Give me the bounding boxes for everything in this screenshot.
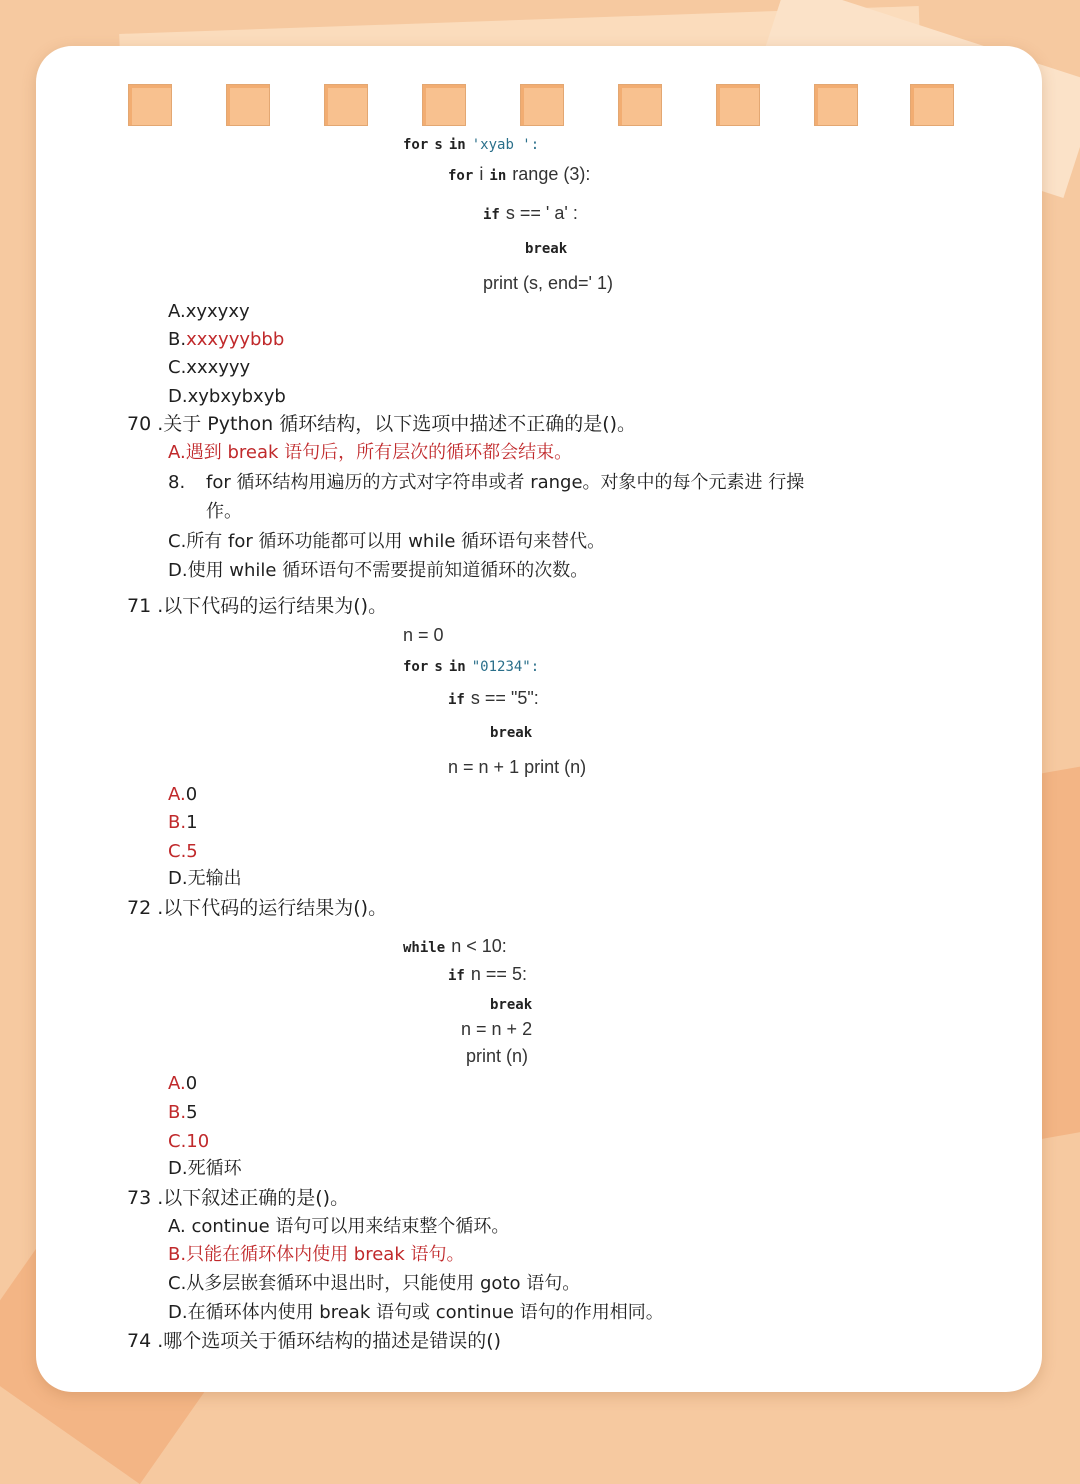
- keyword: for: [403, 137, 429, 153]
- option-letter: A.: [168, 1073, 186, 1094]
- q71-option-b: [168, 810, 198, 836]
- q72-code-line-4: [461, 1016, 532, 1042]
- q72-code-line-2: [448, 961, 527, 989]
- q71-code-line-2: [403, 652, 539, 680]
- binder-hole: [814, 84, 858, 126]
- code-text: n = n +: [461, 1019, 523, 1039]
- keyword: if: [448, 968, 465, 984]
- code-text: n <: [451, 936, 482, 956]
- binder-hole: [128, 84, 172, 126]
- q69-code-line-4: [525, 234, 567, 262]
- option-letter: A.: [168, 784, 186, 805]
- keyword: if: [483, 207, 500, 223]
- q70-option-d: D.使用 while 循环语句不需要提前知道循环的次数。: [168, 560, 589, 581]
- binder-hole: [226, 84, 270, 126]
- correct-answer-text: 5: [186, 841, 198, 862]
- q73-title: 73 .以下叙述正确的是()。: [127, 1187, 350, 1209]
- q74-title: 74 .哪个选项关于循环结构的描述是错误的(): [127, 1330, 502, 1352]
- q70-title: 70 .关于 Python 循环结构，以下选项中描述不正确的是()。: [127, 413, 637, 435]
- binder-hole: [910, 84, 954, 126]
- code-text: print (s, end=' 1): [483, 273, 613, 293]
- option-letter: C.: [168, 1131, 187, 1152]
- keyword: break: [490, 725, 533, 741]
- q71-code-line-3: [448, 685, 539, 713]
- correct-answer-text: 10: [186, 1131, 210, 1152]
- q72-code-line-3: [490, 990, 532, 1018]
- q70-option-c: C.所有 for 循环功能都可以用 while 循环语句来替代。: [168, 531, 606, 552]
- q69-option-a: A.xyxyxy: [168, 301, 250, 322]
- code-number: 1: [509, 757, 520, 777]
- binder-hole: [422, 84, 466, 126]
- q69-option-d: D.xybxybxyb: [168, 386, 286, 407]
- q71-title: 71 .以下代码的运行结果为()。: [127, 595, 388, 617]
- q73-option-d: D.在循环体内使用 break 语句或 continue 语句的作用相同。: [168, 1302, 664, 1323]
- binder-hole: [618, 84, 662, 126]
- q70-option-b-line1: for 循环结构用遍历的方式对字符串或者 range。对象中的每个元素进 行操: [206, 472, 805, 493]
- option-letter: B.: [168, 329, 187, 350]
- q70-option-b-num: 8.: [168, 472, 186, 493]
- code-text: range (3):: [512, 164, 591, 184]
- option-letter: B.: [168, 812, 187, 833]
- correct-answer-text: xxxyyybbb: [186, 329, 285, 350]
- code-number: 2: [522, 1019, 533, 1039]
- q71-option-a: [168, 782, 197, 808]
- q73-option-a: A. continue 语句可以用来结束整个循环。: [168, 1216, 510, 1237]
- q69-code-line-3: [483, 200, 578, 228]
- q71-code-line-1: [403, 622, 444, 648]
- q69-code-line-5: [483, 270, 613, 296]
- q72-option-b: [168, 1100, 198, 1126]
- option-text: 5: [186, 1102, 198, 1123]
- code-text: print (n): [519, 757, 587, 777]
- code-var: i: [479, 164, 484, 184]
- keyword: in: [448, 659, 466, 675]
- q71-code-line-5: [448, 754, 586, 780]
- binder-hole: [520, 84, 564, 126]
- code-string: "5":: [510, 688, 539, 708]
- code-number: 5:: [511, 964, 527, 984]
- q72-code-line-5: [466, 1043, 528, 1069]
- option-letter: C.: [168, 841, 187, 862]
- q69-option-c: C.xxxyyy: [168, 357, 251, 378]
- q69-code-line-1: [403, 130, 539, 158]
- binder-holes: [128, 84, 952, 128]
- option-text: 0: [185, 784, 198, 805]
- q71-option-d: D.无输出: [168, 868, 242, 889]
- option-text: 0: [185, 1073, 198, 1094]
- option-text: 1: [186, 812, 198, 833]
- code-text: print (n): [466, 1046, 529, 1066]
- code-number: 0: [433, 625, 444, 645]
- keyword: while: [403, 940, 446, 956]
- keyword: if: [448, 692, 465, 708]
- keyword: break: [490, 997, 533, 1013]
- code-text: n ==: [470, 964, 512, 984]
- q71-option-c: [168, 839, 198, 865]
- code-text: s ==: [470, 688, 511, 708]
- code-text: s == ' a' :: [505, 203, 578, 223]
- q72-option-d: D.死循环: [168, 1158, 242, 1179]
- code-string: 'xyab ':: [471, 137, 540, 153]
- q72-title: 72 .以下代码的运行结果为()。: [127, 897, 388, 919]
- q69-code-line-2: [448, 161, 590, 189]
- keyword: break: [525, 241, 568, 257]
- keyword: for: [448, 168, 474, 184]
- keyword: for: [403, 659, 429, 675]
- option-letter: B.: [168, 1102, 187, 1123]
- code-var: s: [434, 137, 443, 153]
- q72-option-a: [168, 1071, 197, 1097]
- code-text: n =: [403, 625, 434, 645]
- q72-option-c: [168, 1129, 209, 1155]
- code-var: s: [434, 659, 443, 675]
- q69-option-b: [168, 327, 284, 353]
- q73-option-c: C.从多层嵌套循环中退出时，只能使用 goto 语句。: [168, 1273, 581, 1294]
- q72-code-line-1: [403, 933, 507, 961]
- code-string: "01234":: [471, 659, 540, 675]
- binder-hole: [716, 84, 760, 126]
- binder-hole: [324, 84, 368, 126]
- keyword: in: [489, 168, 507, 184]
- code-text: n = n +: [448, 757, 510, 777]
- keyword: in: [448, 137, 466, 153]
- code-number: 10:: [481, 936, 507, 956]
- q70-option-b-line2: 作。: [206, 501, 242, 522]
- q70-option-a: A.遇到 break 语句后，所有层次的循环都会结束。: [168, 442, 573, 463]
- q71-code-line-4: [490, 718, 532, 746]
- q73-option-b: B.只能在循环体内使用 break 语句。: [168, 1244, 465, 1265]
